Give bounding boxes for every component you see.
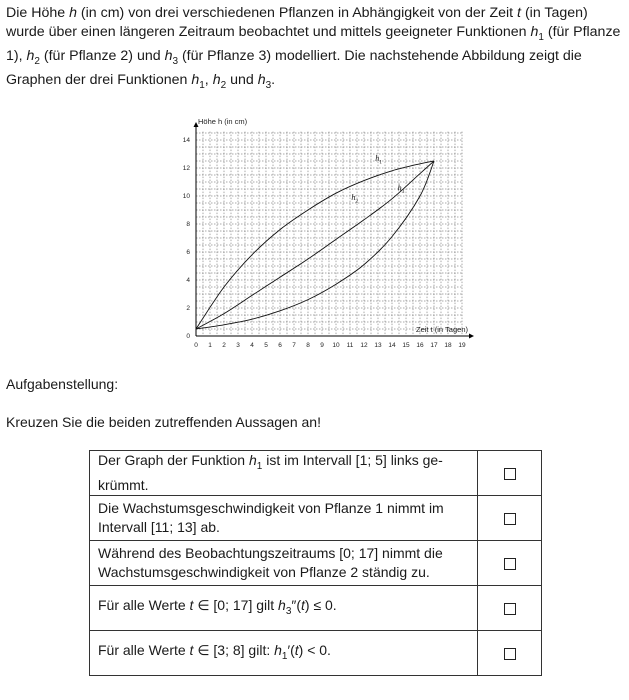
x-tick-label: 18 [444,342,452,349]
intro-part: (für Pflanze 3) modelliert. Die nachstehende Abbildung zeigt die Graphen der drei Funktionen [6,47,582,88]
statement-row [90,451,542,496]
checkbox-1[interactable] [504,468,516,480]
checkbox-2[interactable] [504,513,516,525]
x-tick-label: 12 [360,342,368,349]
intro-part: , [204,71,213,88]
x-tick-label: 0 [194,342,198,349]
intro-part: (in cm) von drei verschiedenen Pflanzen in Abhängigkeit von der Zeit [76,5,518,21]
intro-part: und [226,71,258,88]
statement-2: Die Wachstumsgeschwindigkeit von Pflanze 1 nimmt im Intervall [11; 13] ab. [90,496,478,541]
intro-part: (für Pflanze 2) und [39,47,165,64]
var-h: h [274,641,282,658]
sub-1: 1 [538,31,544,43]
x-tick-label: 1 [208,342,212,349]
stmt-part: ″( [291,596,301,613]
intro-part: Die Höhe [6,5,70,21]
y-tick-label: 10 [182,193,190,200]
series-label-sub-h2: 2 [355,198,359,205]
var-t: t [294,641,299,658]
stmt-part: Für alle Werte [98,596,190,613]
sub-3: 3 [285,605,292,617]
checkbox-4[interactable] [504,603,516,615]
statement-1 [90,451,478,496]
intro-part: (in Tagen) wurde über einen längeren Zeitraum beobachtet und mittels geeigneter Funktionen [6,5,588,40]
y-tick-label: 12 [182,165,190,172]
x-tick-label: 16 [416,342,424,349]
chart-svg [180,104,480,356]
checkbox-cell[interactable] [478,541,542,586]
x-tick-label: 2 [222,342,226,349]
var-h3: h [164,47,173,64]
statement-row [90,541,542,586]
var-h2: h [26,47,35,64]
task-heading: Aufgabenstellung: [6,376,119,392]
y-tick-label: 8 [186,221,190,228]
x-tick-label: 15 [402,342,410,349]
statement-4 [90,586,478,631]
stmt-part: Der Graph der Funktion [98,452,249,469]
checkbox-cell[interactable] [478,586,542,631]
statement-3: Während des Beobachtungszeitraums [0; 17] nimmt die Wachstumsgeschwindigkeit von Pflanze 2 ständig zu. [90,541,478,586]
y-tick-label: 14 [182,137,190,144]
x-tick-label: 3 [236,342,240,349]
stmt-part: ) < 0. [298,641,331,658]
var-h1: h [530,24,539,40]
sub-2: 2 [220,79,227,91]
x-axis-arrow [469,334,474,339]
series-label-h3: h [397,183,402,193]
sub-1: 1 [256,460,263,472]
x-tick-label: 6 [278,342,282,349]
series-label-h2: h [351,193,356,203]
checkbox-cell[interactable] [478,496,542,541]
series-label-sub-h1: 1 [379,159,382,166]
y-axis-label: Höhe h (in cm) [198,117,248,126]
checkbox-cell[interactable] [478,451,542,496]
x-tick-label: 8 [306,342,310,349]
intro-text [6,4,622,94]
checkbox-5[interactable] [504,648,516,660]
x-tick-label: 5 [264,342,268,349]
statements-table [89,450,542,676]
statement-row [90,631,542,676]
var-t: t [189,596,194,613]
sub-2: 2 [34,55,40,67]
var-t: t [301,596,305,613]
stmt-part: Für alle Werte [98,641,190,658]
x-tick-label: 10 [332,342,340,349]
statement-5 [90,631,478,676]
sub-3: 3 [265,79,272,91]
task-instruction: Kreuzen Sie die beiden zutreffenden Aussagen an! [6,414,321,430]
stmt-part: ∈ [0; 17] gilt [193,596,279,613]
x-axis-label: Zeit t (in Tagen) [416,325,468,334]
statement-row [90,496,542,541]
stmt-part: ′( [287,641,295,658]
var-h3: h [257,71,266,88]
x-tick-label: 4 [250,342,254,349]
plant-height-chart [180,104,480,356]
var-t: t [517,5,521,21]
intro-part: . [271,71,276,88]
intro-part: (für Pflanze 1), [6,24,621,64]
var-h: h [278,596,286,613]
x-tick-label: 17 [430,342,438,349]
var-h2: h [212,71,221,88]
var-h1: h [191,71,200,88]
statement-row [90,586,542,631]
x-tick-label: 19 [458,342,466,349]
x-tick-label: 13 [374,342,382,349]
var-h: h [69,5,77,21]
stmt-part: ∈ [3; 8] gilt: [193,641,275,658]
var-t: t [189,641,194,658]
var-h: h [248,452,257,469]
stmt-part: ) ≤ 0. [304,596,337,613]
stmt-part: ist im Intervall [1; 5] links gekrümmt. [98,452,443,493]
sub-1: 1 [199,79,205,91]
series-label-sub-h3: 3 [401,188,405,195]
y-tick-label: 4 [186,277,190,284]
sub-1: 1 [281,650,288,662]
sub-3: 3 [172,55,179,67]
y-tick-label: 0 [186,333,190,340]
checkbox-3[interactable] [504,558,516,570]
y-tick-label: 2 [186,305,190,312]
checkbox-cell[interactable] [478,631,542,676]
x-tick-label: 14 [388,342,396,349]
x-tick-label: 9 [320,342,324,349]
x-tick-label: 11 [346,342,354,349]
x-tick-label: 7 [292,342,296,349]
series-label-h1: h [375,154,380,163]
y-tick-label: 6 [186,249,190,256]
